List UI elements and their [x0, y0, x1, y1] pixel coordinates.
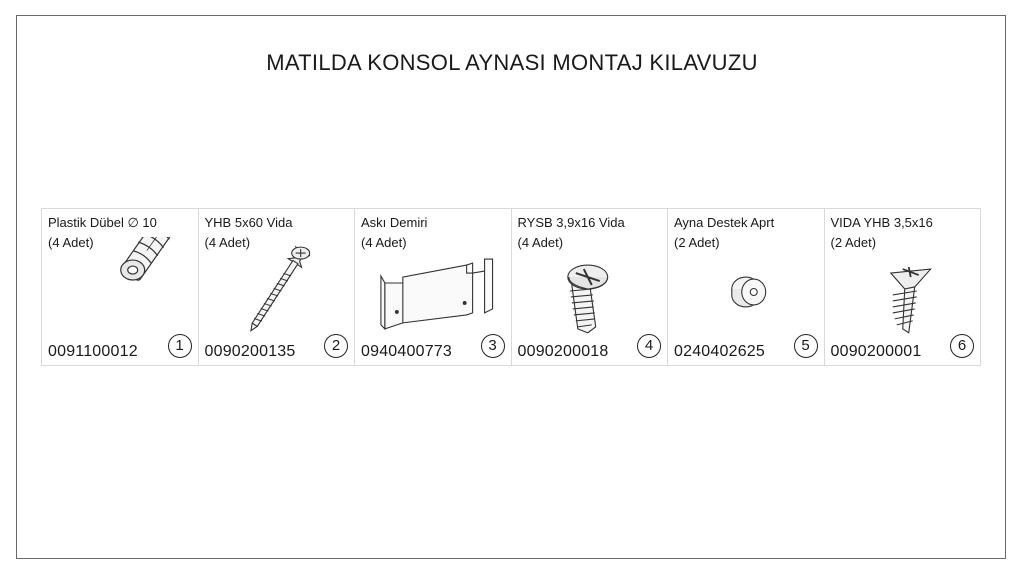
- part-number-badge: 2: [324, 334, 348, 358]
- part-cell-5: [668, 209, 825, 365]
- part-quantity: (2 Adet): [674, 235, 720, 250]
- pan-head-screw-icon: [512, 237, 668, 337]
- part-quantity: (4 Adet): [361, 235, 407, 250]
- part-cell-1: [42, 209, 199, 365]
- part-quantity: (2 Adet): [830, 235, 877, 250]
- part-code: 0090200018: [517, 343, 609, 360]
- mirror-spacer-icon: [668, 237, 824, 337]
- part-name: RYSB 3,9x16 Vida: [517, 215, 625, 230]
- part-name: Askı Demiri: [361, 215, 428, 230]
- parts-table: [41, 208, 981, 366]
- part-quantity: (4 Adet): [204, 235, 251, 250]
- part-name: VIDA YHB 3,5x16: [830, 215, 933, 230]
- part-code: 0090200001: [830, 343, 922, 360]
- part-code: 0940400773: [361, 343, 452, 360]
- part-number-badge: 1: [168, 334, 192, 358]
- part-code: 0240402625: [674, 343, 765, 360]
- part-quantity: (4 Adet): [48, 235, 94, 250]
- page-title: MATILDA KONSOL AYNASI MONTAJ KILAVUZU: [266, 50, 758, 75]
- long-screw-icon: [199, 237, 355, 337]
- part-number-badge: 6: [950, 334, 974, 358]
- part-quantity: (4 Adet): [517, 235, 564, 250]
- part-number-badge: 5: [794, 334, 818, 358]
- part-cell-3: [355, 209, 512, 365]
- part-number-badge: 4: [637, 334, 661, 358]
- countersunk-screw-icon: [825, 237, 981, 337]
- part-name: Ayna Destek Aprt: [674, 215, 775, 230]
- part-name: Plastik Dübel ∅ 10: [48, 215, 157, 230]
- part-cell-6: [825, 209, 981, 365]
- part-name: YHB 5x60 Vida: [204, 215, 293, 230]
- wall-plug-icon: [42, 237, 198, 337]
- part-code: 0090200135: [204, 343, 296, 360]
- part-cell-4: [512, 209, 669, 365]
- part-code: 0091100012: [48, 343, 138, 360]
- part-number-badge: 3: [481, 334, 505, 358]
- part-cell-2: [199, 209, 356, 365]
- hanging-bracket-icon: [355, 237, 511, 337]
